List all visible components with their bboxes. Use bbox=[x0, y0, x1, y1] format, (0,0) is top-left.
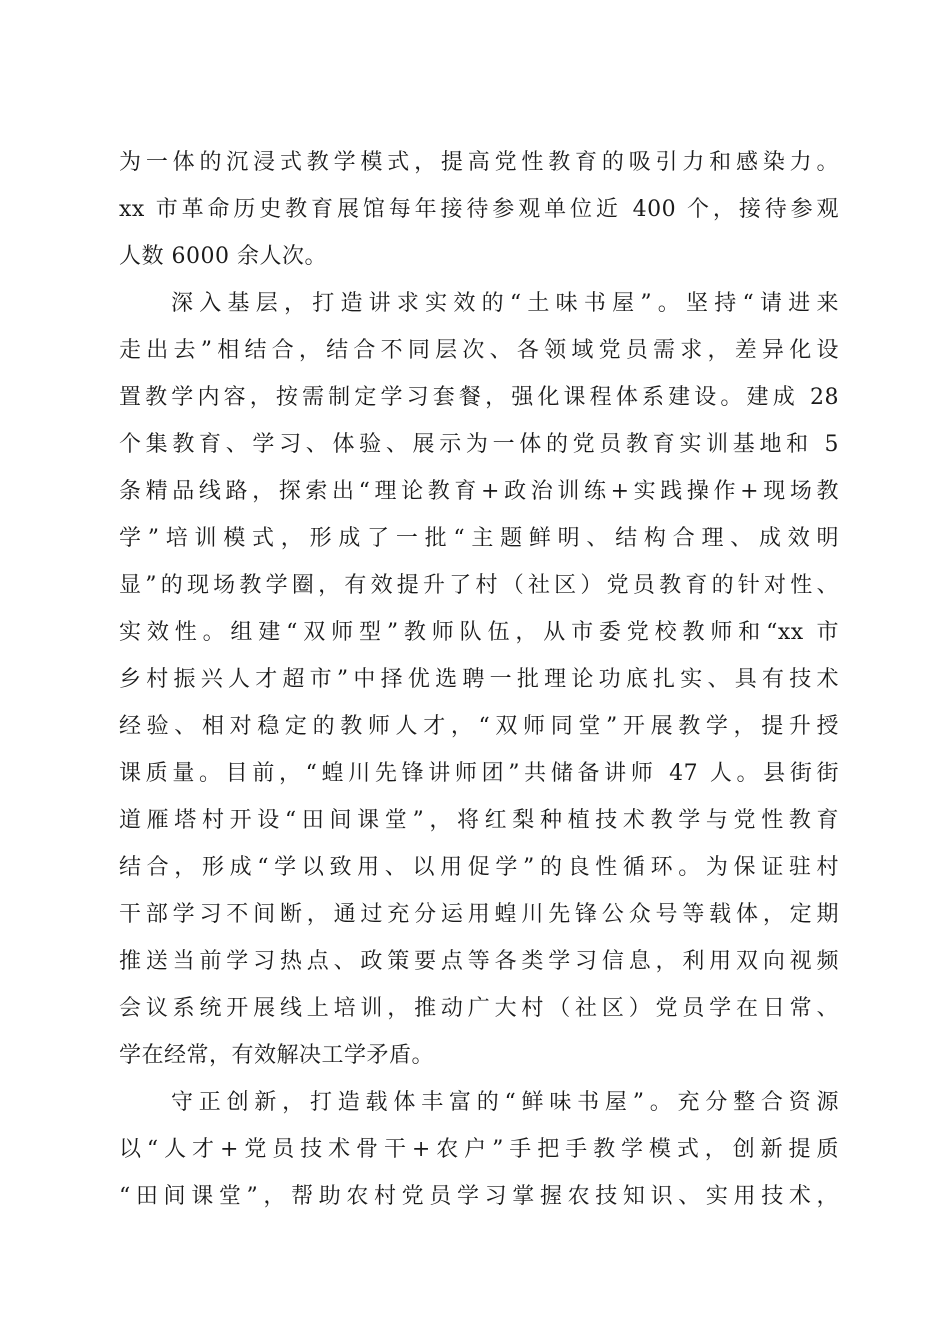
text-line: 会议系统开展线上培训，推动广大村（社区）党员学在日常、 bbox=[119, 996, 839, 1021]
paragraph-xianwei-shuwu bbox=[119, 1079, 839, 1220]
text-line: 人数 6000 余人次。 bbox=[119, 244, 327, 269]
text-line: 走出去”相结合，结合不同层次、各领域党员需求，差异化设 bbox=[119, 338, 839, 363]
text-line: 深入基层，打造讲求实效的“土味书屋”。坚持“请进来 bbox=[171, 291, 839, 316]
text-line: 显”的现场教学圈，有效提升了村（社区）党员教育的针对性、 bbox=[119, 573, 839, 598]
text-line: 实效性。组建“双师型”教师队伍，从市委党校教师和“xx 市 bbox=[119, 620, 839, 645]
text-line: 个集教育、学习、体验、展示为一体的党员教育实训基地和 5 bbox=[119, 432, 839, 457]
text-line: 条精品线路，探索出“理论教育+政治训练+实践操作+现场教 bbox=[119, 479, 839, 504]
text-line: 结合，形成“学以致用、以用促学”的良性循环。为保证驻村 bbox=[119, 855, 839, 880]
text-line: “田间课堂”，帮助农村党员学习掌握农技知识、实用技术， bbox=[119, 1184, 839, 1209]
text-line: 以“人才+党员技术骨干+农户”手把手教学模式，创新提质 bbox=[119, 1137, 839, 1162]
text-line: 为一体的沉浸式教学模式，提高党性教育的吸引力和感染力。 bbox=[119, 150, 839, 175]
text-line: 守正创新，打造载体丰富的“鲜味书屋”。充分整合资源 bbox=[171, 1090, 839, 1115]
text-line: 课质量。目前，“蝗川先锋讲师团”共储备讲师 47 人。县街街 bbox=[119, 761, 839, 786]
text-line: 置教学内容，按需制定学习套餐，强化课程体系建设。建成 28 bbox=[119, 385, 839, 410]
document-body bbox=[119, 139, 839, 1220]
text-line: xx 市革命历史教育展馆每年接待参观单位近 400 个，接待参观 bbox=[119, 197, 839, 222]
text-line: 学在经常，有效解决工学矛盾。 bbox=[119, 1043, 435, 1068]
paragraph-continuation bbox=[119, 139, 839, 280]
text-line: 干部学习不间断，通过充分运用蝗川先锋公众号等载体，定期 bbox=[119, 902, 839, 927]
text-line: 乡村振兴人才超市”中择优选聘一批理论功底扎实、具有技术 bbox=[119, 667, 839, 692]
text-line: 推送当前学习热点、政策要点等各类学习信息，利用双向视频 bbox=[119, 949, 839, 974]
text-line: 经验、相对稳定的教师人才，“双师同堂”开展教学，提升授 bbox=[119, 714, 839, 739]
text-line: 道雁塔村开设“田间课堂”，将红梨种植技术教学与党性教育 bbox=[119, 808, 839, 833]
paragraph-tuwei-shuwu bbox=[119, 280, 839, 1079]
text-line: 学”培训模式，形成了一批“主题鲜明、结构合理、成效明 bbox=[119, 526, 839, 551]
